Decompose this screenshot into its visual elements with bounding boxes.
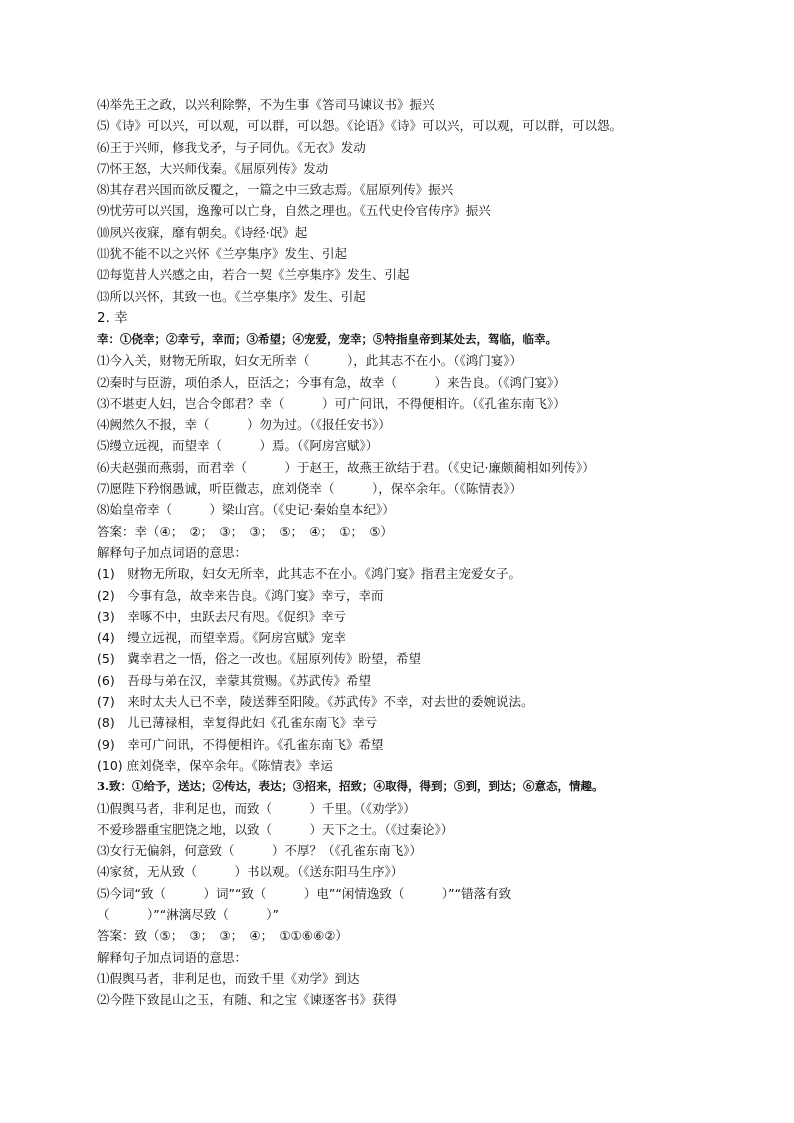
text-line: ⑻其存君兴国而欲反覆之，一篇之中三致志焉。《屈原列传》振兴: [97, 182, 454, 198]
text-line: 答案：幸（④； ②； ③； ③； ⑤； ④； ①； ⑤）: [97, 523, 393, 539]
text-line: ⑹王于兴师，修我戈矛，与子同仇。《无衣》发动: [97, 139, 366, 155]
text-line: (5) 冀幸君之一悟，俗之一改也。《屈原列传》盼望，希望: [97, 651, 421, 667]
text-line: ⑼忧劳可以兴国，逸豫可以亡身，自然之理也。《五代史伶官传序》振兴: [97, 203, 491, 219]
text-line: (9) 幸可广问讯，不得便相许。《孔雀东南飞》希望: [97, 736, 384, 752]
text-line: ⑴假舆马者，非利足也，而致（ ）千里。（《劝学》）: [97, 800, 416, 816]
text-line: ⑷举先王之政，以兴利除弊，不为生事《答司马谏议书》振兴: [97, 97, 435, 112]
text-line: 解释句子加点词语的意思：: [97, 544, 248, 560]
text-line: 不爱珍器重宝肥饶之地，以致（ ）天下之士。（《过秦论》）: [97, 821, 454, 837]
text-line: ⑷阙然久不报，幸（ ）勿为过。（《报任安书》）: [97, 417, 391, 433]
text-line: ⒀所以兴怀，其致一也。《兰亭集序》发生、引起: [97, 288, 366, 304]
text-line: （ ）”“淋漓尽致（ ）”: [97, 906, 279, 922]
text-line: ⑿每览昔人兴感之由，若合一契《兰亭集序》发生、引起: [97, 267, 410, 283]
text-line: (2) 今事有急，故幸来告良。《鸿门宴》幸亏，幸而: [97, 587, 384, 603]
text-line: ⑶不堪吏人妇，岂合令郎君？幸（ ）可广问讯，不得便相许。（《孔雀东南飞》）: [97, 395, 566, 411]
document-body: [97, 94, 717, 1010]
text-line: (7) 来时太夫人已不幸，陵送葬至阳陵。《苏武传》不幸，对去世的委婉说法。: [97, 694, 534, 710]
text-line: ⑹夫赵强而燕弱，而君幸（ ）于赵王，故燕王欲结于君。（《史记·廉颇蔺相如列传》）: [97, 459, 595, 475]
text-line: ⑺怀王怒，大兴师伐秦。《屈原列传》发动: [97, 160, 329, 176]
text-line: ⑸缦立远视，而望幸（ ）焉。（《阿房宫赋》）: [97, 438, 379, 454]
text-line: ⑴假舆马者，非利足也，而致千里《劝学》到达: [97, 970, 360, 986]
text-line: ⑽夙兴夜寐，靡有朝矣。《诗经·氓》起: [97, 224, 308, 240]
text-line: ⑺愿陛下矜悯愚诚，听臣微志，庶刘侥幸（ ），保卒余年。（《陈情表》）: [97, 481, 523, 497]
text-line: ⑴今入关，财物无所取，妇女无所幸（ ），此其志不在小。（《鸿门宴》）: [97, 353, 523, 369]
text-line: 幸：①侥幸；②幸亏，幸而；③希望；④宠爱，宠幸；⑤特指皇帝到某处去，驾临，临幸。: [97, 331, 557, 346]
text-line: (3) 幸啄不中，虫跃去尺有咫。《促织》幸亏: [97, 608, 346, 624]
text-line: ⑵秦时与臣游，项伯杀人，臣活之；今事有急，故幸（ ）来告良。（《鸿门宴》）: [97, 374, 566, 390]
text-line: ⑾犹不能不以之兴怀《兰亭集序》发生、引起: [97, 246, 348, 262]
text-line: ⑷家贫，无从致（ ）书以观。（《送东阳马生序》）: [97, 864, 404, 880]
text-line: (1) 财物无所取，妇女无所幸，此其志不在小。《鸿门宴》指君主宠爱女子。: [97, 566, 521, 582]
text-line: (6) 吾母与弟在汉，幸蒙其赏赐。《苏武传》希望: [97, 672, 371, 688]
text-line: 解释句子加点词语的意思：: [97, 949, 248, 965]
text-line: 答案：致（⑤； ③； ③； ④； ①①⑥⑥②）: [97, 928, 348, 944]
text-line: ⑻始皇帝幸（ ）梁山宫。（《史记·秦始皇本纪》）: [97, 502, 395, 518]
text-line: (4) 缦立远视，而望幸焉。《阿房宫赋》宠幸: [97, 630, 346, 646]
text-line: ⑶女行无偏斜，何意致（ ）不厚？（《孔雀东南飞》）: [97, 843, 423, 859]
text-line: 3.致：①给予，送达；②传达，表达；③招来，招致；④取得，得到；⑤到，到达；⑥意态，情趣。: [97, 779, 604, 794]
text-line: ⑸《诗》可以兴，可以观，可以群，可以怨。《论语》《诗》可以兴，可以观，可以群，可以怨。: [97, 118, 623, 134]
text-line: ⑸今词“致（ ）词”“致（ ）电”“闲情逸致（ ）”“错落有致: [97, 885, 512, 901]
text-line: (8) 儿已薄禄相，幸复得此妇《孔雀东南飞》幸亏: [97, 715, 378, 731]
text-line: 2. 幸: [97, 309, 128, 326]
text-line: (10) 庶刘侥幸，保卒余年。《陈情表》幸运: [97, 757, 333, 773]
text-line: ⑵今陛下致昆山之玉，有随、和之宝《谏逐客书》获得: [97, 992, 398, 1008]
